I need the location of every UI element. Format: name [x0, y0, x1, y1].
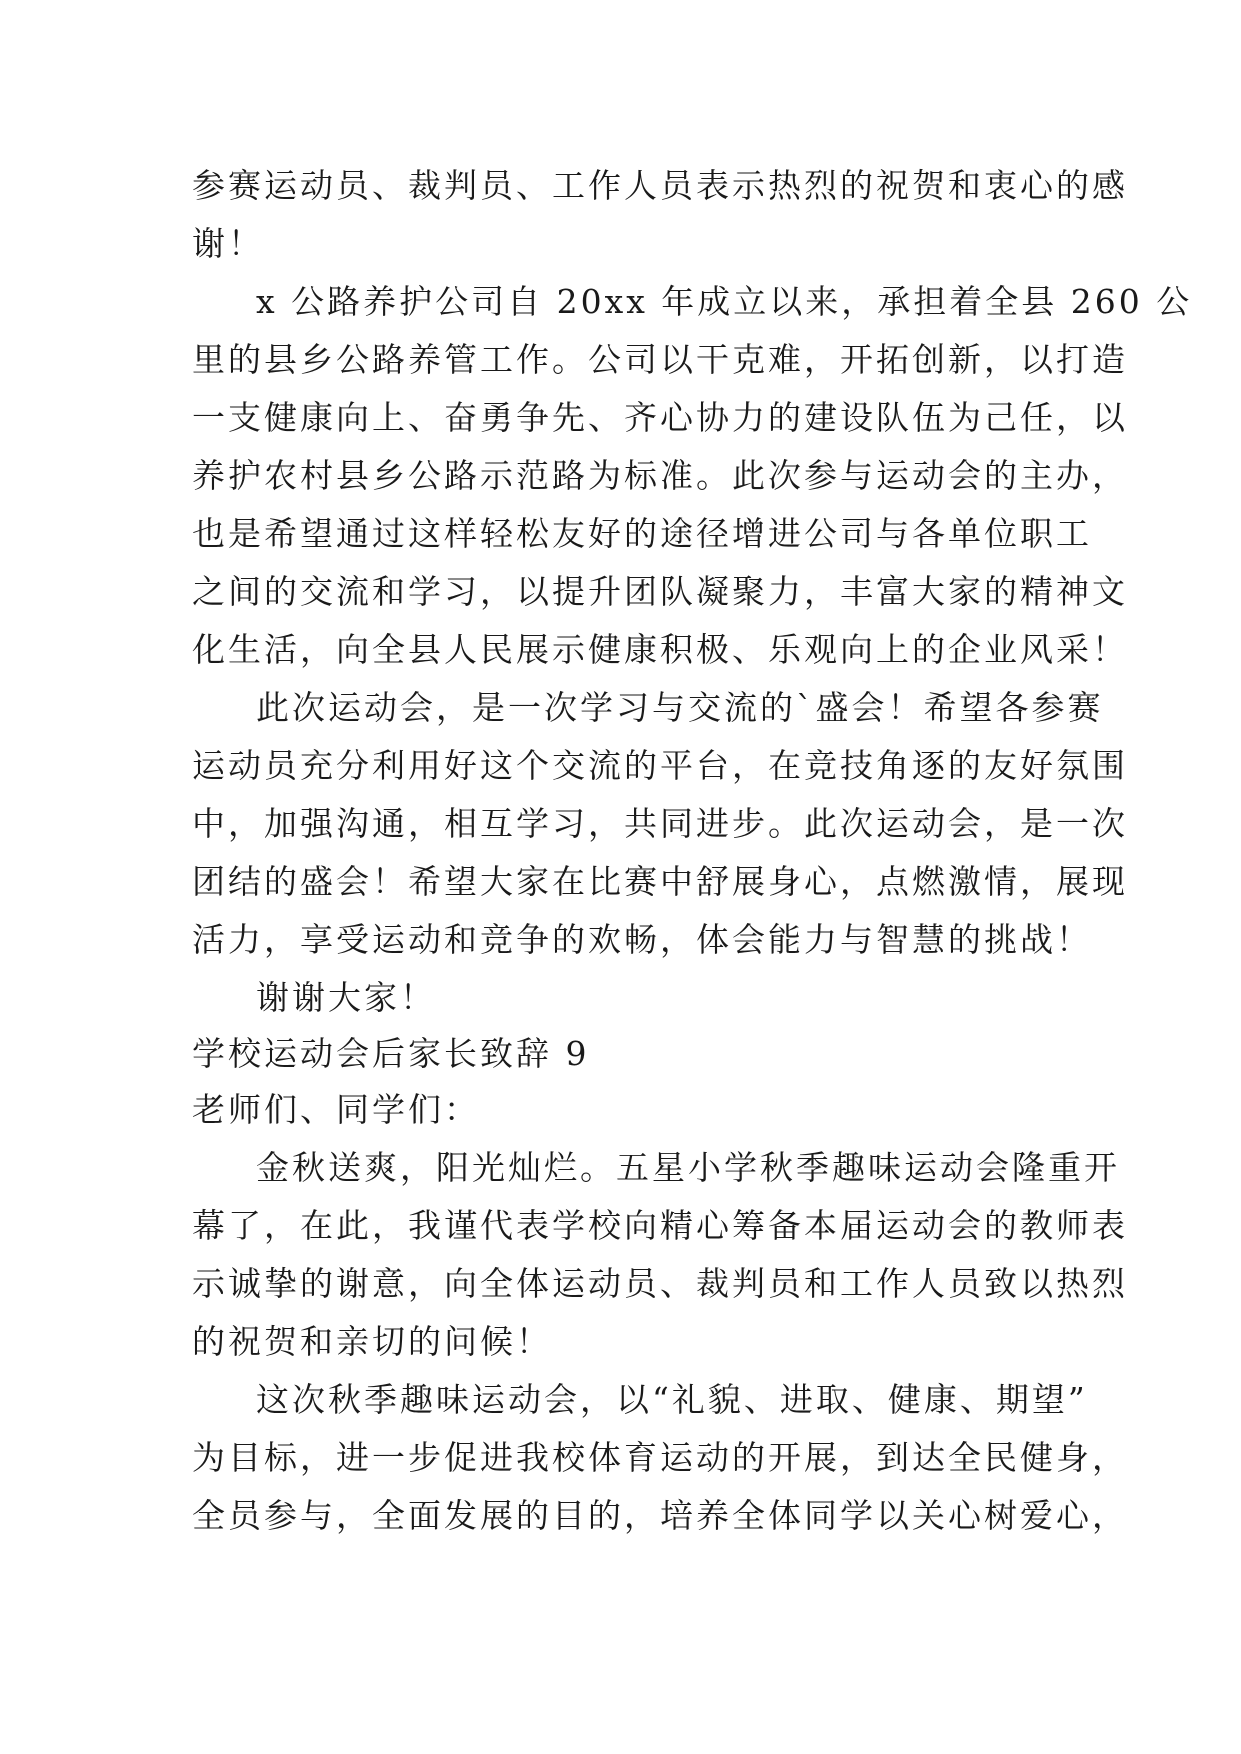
section-heading: 学校运动会后家长致辞 9: [192, 1034, 590, 1073]
text-line: 此次运动会，是一次学习与交流的`盛会！希望各参赛: [256, 688, 1104, 727]
text-line: 谢谢大家！: [256, 978, 436, 1017]
text-line: 幕了，在此，我谨代表学校向精心筹备本届运动会的教师表: [192, 1206, 1128, 1245]
text-line: 养护农村县乡公路示范路为标准。此次参与运动会的主办，: [192, 456, 1128, 495]
salutation: 老师们、同学们：: [192, 1090, 480, 1129]
text-line: 为目标，进一步促进我校体育运动的开展，到达全民健身，: [192, 1438, 1128, 1477]
text-line: 活力，享受运动和竞争的欢畅，体会能力与智慧的挑战！: [192, 920, 1092, 959]
text-line: 中，加强沟通，相互学习，共同进步。此次运动会，是一次: [192, 804, 1128, 843]
text-line: x 公路养护公司自 20xx 年成立以来，承担着全县 260 公: [256, 282, 1193, 321]
text-line: 一支健康向上、奋勇争先、齐心协力的建设队伍为己任，以: [192, 398, 1128, 437]
text-line: 化生活，向全县人民展示健康积极、乐观向上的企业风采！: [192, 630, 1128, 669]
text-line: 这次秋季趣味运动会，以“礼貌、进取、健康、期望”: [256, 1380, 1088, 1419]
text-line: 运动员充分利用好这个交流的平台，在竞技角逐的友好氛围: [192, 746, 1128, 785]
text-line: 谢！: [192, 224, 264, 263]
text-line: 金秋送爽，阳光灿烂。五星小学秋季趣味运动会隆重开: [256, 1148, 1120, 1187]
text-line: 的祝贺和亲切的问候！: [192, 1322, 552, 1361]
text-line: 之间的交流和学习，以提升团队凝聚力，丰富大家的精神文: [192, 572, 1128, 611]
text-line: 参赛运动员、裁判员、工作人员表示热烈的祝贺和衷心的感: [192, 166, 1128, 205]
text-line: 里的县乡公路养管工作。公司以干克难，开拓创新，以打造: [192, 340, 1128, 379]
text-line: 也是希望通过这样轻松友好的途径增进公司与各单位职工: [192, 514, 1092, 553]
text-line: 全员参与，全面发展的目的，培养全体同学以关心树爱心，: [192, 1496, 1128, 1535]
text-line: 团结的盛会！希望大家在比赛中舒展身心，点燃激情，展现: [192, 862, 1128, 901]
text-line: 示诚挚的谢意，向全体运动员、裁判员和工作人员致以热烈: [192, 1264, 1128, 1303]
